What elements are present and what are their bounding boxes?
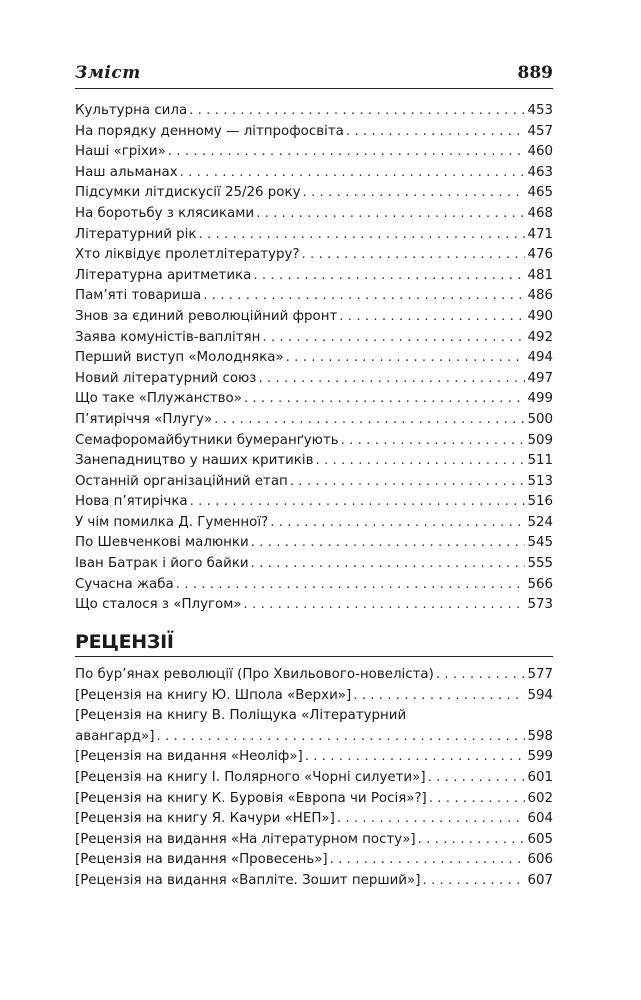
toc-entry[interactable] [75,830,553,851]
toc-entry-title: Підсумки літдискусії 25/26 року [75,185,301,201]
toc-entry-title: Хто ліквідує пролетлітературу? [75,247,300,263]
toc-entry-page: 492 [527,329,553,345]
toc-entry[interactable] [75,850,553,871]
toc-entry-title: Що таке «Плужанство» [75,391,242,407]
toc-entry-page: 606 [527,852,553,868]
toc-entry-page: 605 [527,831,553,847]
toc-entry-page: 486 [527,288,553,304]
toc-entry-page: 471 [527,226,553,242]
toc-entry-title: Наші «гріхи» [75,144,166,160]
toc-entry[interactable] [75,348,553,369]
toc-entry-page: 457 [527,123,553,139]
toc-entry[interactable] [75,101,553,122]
toc-entry-title: П’ятиріччя «Плугу» [75,411,213,427]
toc-entry-title: [Рецензія на видання «Вапліте. Зошит перший»] [75,872,421,888]
toc-entry-page: 577 [527,667,553,682]
toc-entry-title: Сучасна жаба [75,576,174,592]
toc-entry-title: По бур’янах революції (Про Хвильового-новеліста) [75,667,434,682]
toc-entry[interactable] [75,665,553,686]
toc-entry-page: 490 [527,308,553,324]
leader-dots [190,492,526,513]
toc-entry-title: У чім помилка Д. Гуменної? [75,514,269,530]
toc-entry[interactable] [75,554,553,575]
toc-entry-title: Літературний рік [75,226,197,242]
leader-dots [270,513,525,534]
leader-dots [262,328,525,349]
toc-entry[interactable] [75,142,553,163]
toc-entry-title: Знов за єдиний революційний фронт [75,308,338,324]
leader-dots [341,431,526,452]
leader-dots [305,747,526,768]
running-title: Зміст [75,63,141,83]
leader-dots [244,595,526,616]
toc-entry-page: 453 [527,103,553,118]
toc-entry-title: Іван Батрак і його байки [75,556,249,572]
leader-dots [436,665,526,686]
toc-entry-page: 513 [527,473,553,489]
toc-entry-title: Пам’яті товариша [75,288,202,304]
toc-entry-title: На боротьбу з клясиками [75,205,255,221]
leader-dots [330,850,526,871]
toc-entry-page: 555 [527,556,553,572]
toc-entry[interactable] [75,328,553,349]
toc-entry-title: [Рецензія на видання «На літературном посту»] [75,831,416,847]
toc-entry[interactable] [75,789,553,810]
toc-entry[interactable] [75,871,553,892]
toc-articles [75,101,553,616]
toc-entry-title: [Рецензія на видання «Провесень»] [75,852,328,868]
toc-entry-page: 509 [527,432,553,448]
toc-entry-title: Заява комуністів-ваплітян [75,329,261,345]
toc-entry[interactable] [75,389,553,410]
leader-dots [176,575,526,596]
toc-entry-page: 594 [527,687,553,703]
leader-dots [418,830,526,851]
toc-entry[interactable] [75,747,553,768]
toc-entry-title: По Шевченкові малюнки [75,535,249,551]
toc-entry-page: 573 [527,597,553,613]
leader-dots [203,286,525,307]
toc-entry[interactable] [75,492,553,513]
leader-dots [429,789,526,810]
section-title-text: РЕЦЕНЗІЇ [75,631,174,653]
toc-entry-title: Нова п’ятирічка [75,494,188,510]
leader-dots [337,809,526,830]
toc-entry[interactable] [75,575,553,596]
page-number: 889 [517,63,553,83]
toc-entry-page: 598 [527,728,553,744]
toc-entry-page: 463 [527,164,553,180]
toc-entry-page: 604 [527,811,553,827]
leader-dots [198,225,525,246]
leader-dots [256,204,525,225]
toc-entry[interactable] [75,410,553,431]
leader-dots [353,686,525,707]
leader-dots [339,307,525,328]
toc-reviews [75,665,553,892]
toc-entry-title: [Рецензія на книгу І. Полярного «Чорні силуети»] [75,769,426,785]
toc-entry-title: Що сталося з «Плугом» [75,597,242,613]
toc-entry[interactable] [75,183,553,204]
toc-entry[interactable] [75,266,553,287]
toc-entry[interactable] [75,809,553,830]
toc-entry-title: авангард»] [75,728,155,744]
leader-dots [189,101,525,122]
page-header [75,60,553,89]
toc-entry-page: 511 [527,453,553,469]
toc-entry-page: 500 [527,411,553,427]
toc-entry[interactable] [75,768,553,789]
leader-dots [258,369,525,390]
toc-entry-page: 545 [527,535,553,551]
toc-entry-title: [Рецензія на книгу К. Буровія «Европа чи Росія»?] [75,790,427,806]
toc-entry-title: Наш альманах [75,164,178,180]
toc-entry[interactable] [75,533,553,554]
toc-entry[interactable] [75,204,553,225]
toc-entry[interactable] [75,595,553,616]
toc-entry-title: Останній організаційний етап [75,473,288,489]
toc-entry[interactable] [75,307,553,328]
toc-entry-title: [Рецензія на книгу Я. Качури «НЕП»] [75,811,335,827]
toc-entry-page: 524 [527,514,553,530]
toc-entry-title: [Рецензія на книгу Ю. Шпола «Верхи»] [75,687,352,703]
toc-entry[interactable] [75,245,553,266]
toc-entry-title: Культурна сила [75,103,188,118]
leader-dots [290,472,526,493]
toc-entry-page: 468 [527,205,553,221]
leader-dots [302,245,526,266]
toc-entry[interactable] [75,472,553,493]
toc-entry[interactable] [75,451,553,472]
leader-dots [244,389,526,410]
leader-dots [214,410,525,431]
toc-entry[interactable] [75,369,553,390]
leader-dots [251,533,526,554]
toc-entry-title: Новий літературний союз [75,370,257,386]
toc-entry-title-line1[interactable]: [Рецензія на книгу В. Поліщука «Літературний [75,708,407,724]
toc-entry-page: 460 [527,144,553,160]
leader-dots [422,871,525,892]
toc-entry-title: Літературна аритметика [75,267,252,283]
toc-entry-page: 607 [527,872,553,888]
leader-dots [303,183,526,204]
toc-entry-title: Семафоромайбутники бумеранґують [75,432,339,448]
toc-entry-title: [Рецензія на видання «Неоліф»] [75,749,303,765]
leader-dots [346,122,526,143]
toc-entry-page: 499 [527,391,553,407]
toc-entry[interactable] [75,727,553,748]
leader-dots [156,727,525,748]
toc-entry-page: 465 [527,185,553,201]
toc-entry-page: 601 [527,769,553,785]
toc-entry-page: 599 [527,749,553,765]
toc-entry-page: 476 [527,247,553,263]
toc-entry-page: 494 [527,350,553,366]
toc-entry[interactable] [75,286,553,307]
leader-dots [316,451,526,472]
leader-dots [286,348,526,369]
leader-dots [180,163,526,184]
toc-entry-page: 481 [527,267,553,283]
toc-entry-title: Занепадництво у наших критиків [75,453,314,469]
toc-entry-page: 497 [527,370,553,386]
toc-entry-page: 602 [527,790,553,806]
toc-entry-title: Перший виступ «Молодняка» [75,350,284,366]
toc-entry[interactable] [75,163,553,184]
toc-entry-page: 566 [527,576,553,592]
section-title-reviews [75,630,553,657]
toc-entry[interactable] [75,225,553,246]
toc-entry[interactable] [75,122,553,143]
leader-dots [168,142,526,163]
toc-entry[interactable] [75,513,553,534]
toc-entry-page: 516 [527,494,553,510]
leader-dots [253,266,525,287]
leader-dots [428,768,526,789]
toc-entry[interactable] [75,686,553,707]
toc-entry[interactable] [75,431,553,452]
toc-entry-title: На порядку денному — літпрофосвіта [75,123,344,139]
leader-dots [251,554,526,575]
